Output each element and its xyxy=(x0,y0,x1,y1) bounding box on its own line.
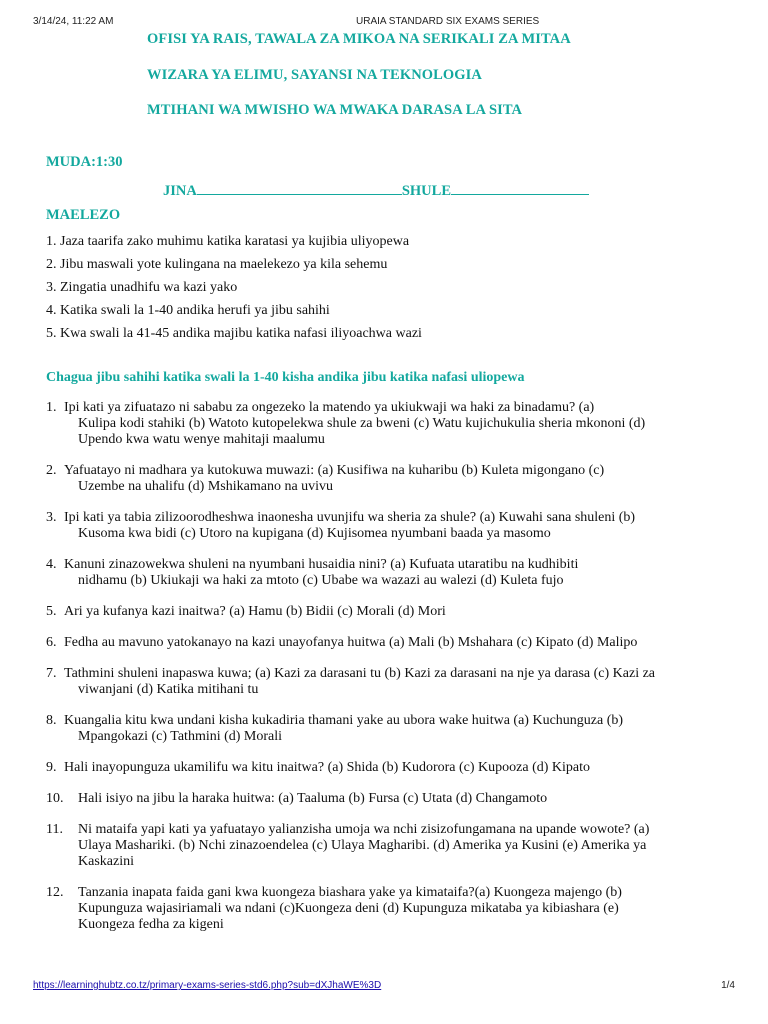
question-line: Upendo kwa watu wenye mahitaji maalumu xyxy=(78,432,325,447)
questions-list xyxy=(46,400,706,948)
question-number: 12. xyxy=(46,885,64,900)
question-number: 6. xyxy=(46,635,57,650)
instruction-item xyxy=(46,233,726,256)
question-line: Tathmini shuleni inapaswa kuwa; (a) Kazi za darasani tu (b) Kazi za darasani na nje ya darasa (c) Kazi za xyxy=(64,666,656,681)
source-url-link[interactable]: https://learninghubtz.co.tz/primary-exams-series-std6.php?sub=dXJhaWE%3D xyxy=(33,980,382,991)
section-instruction: Chagua jibu sahihi katika swali la 1-40 kisha andika jibu katika nafasi uliopewa xyxy=(46,370,525,385)
question-line: Mpangokazi (c) Tathmini (d) Morali xyxy=(78,729,283,744)
question-line: Uzembe na uhalifu (d) Mshikamano na uvivu xyxy=(78,479,334,494)
office-heading: OFISI YA RAIS, TAWALA ZA MIKOA NA SERIKALI ZA MITAA xyxy=(147,31,571,47)
exam-duration: MUDA:1:30 xyxy=(46,154,123,170)
question-line: Fedha au mavuno yatokanayo na kazi unayofanya huitwa (a) Mali (b) Mshahara (c) Kipato (d) Malipo xyxy=(64,635,638,650)
question-line: Kuongeza fedha za kigeni xyxy=(78,917,224,932)
instruction-text: Jaza taarifa zako muhimu katika karatasi ya kujibia uliyopewa xyxy=(60,234,410,249)
instruction-item xyxy=(46,302,726,325)
question-line: Kulipa kodi stahiki (b) Watoto kutopelekwa shule za bweni (c) Watu kujichukulia sheria mkononi (d) xyxy=(78,416,646,431)
question-number: 7. xyxy=(46,666,57,681)
question-item xyxy=(46,510,706,542)
question-line: Kupunguza wajasiriamali wa ndani (c)Kuongeza deni (d) Kupunguza mikataba ya kibiashara (e) xyxy=(78,901,619,916)
question-line: Kuangalia kitu kwa undani kisha kukadiria thamani yake au ubora wake huitwa (a) Kuchunguza (b) xyxy=(64,713,624,728)
page-number: 1/4 xyxy=(721,980,735,991)
question-item xyxy=(46,400,706,448)
question-number: 10. xyxy=(46,791,64,806)
question-item xyxy=(46,463,706,495)
instruction-number: 3. xyxy=(46,280,57,295)
question-item xyxy=(46,822,706,870)
name-school-fields xyxy=(163,180,589,200)
question-line: Ni mataifa yapi kati ya yafuatayo yalianzisha umoja wa nchi zisizofungamana na upande wowote? (a) xyxy=(78,822,650,837)
instruction-number: 2. xyxy=(46,257,57,272)
print-header xyxy=(33,16,735,30)
question-line: nidhamu (b) Ukiukaji wa haki za mtoto (c) Ubabe wa wazazi au walezi (d) Kuleta fujo xyxy=(78,573,564,588)
question-line: Kanuni zinazowekwa shuleni na nyumbani husaidia nini? (a) Kufuata utaratibu na kudhibiti xyxy=(64,557,579,572)
question-line: Hali isiyo na jibu la haraka huitwa: (a) Taaluma (b) Fursa (c) Utata (d) Changamoto xyxy=(78,791,548,806)
instructions-list xyxy=(46,233,726,348)
question-item xyxy=(46,713,706,745)
instruction-text: Katika swali la 1-40 andika herufi ya jibu sahihi xyxy=(60,303,330,318)
instruction-item xyxy=(46,279,726,302)
question-line: Yafuatayo ni madhara ya kutokuwa muwazi: (a) Kusifiwa na kuharibu (b) Kuleta migongano (c) xyxy=(64,463,605,478)
instruction-number: 1. xyxy=(46,234,57,249)
ministry-heading: WIZARA YA ELIMU, SAYANSI NA TEKNOLOGIA xyxy=(147,67,482,83)
question-line: viwanjani (d) Katika mitihani tu xyxy=(78,682,259,697)
print-footer xyxy=(33,980,735,994)
question-number: 11. xyxy=(46,822,63,837)
question-line: Ipi kati ya zifuatazo ni sababu za ongezeko la matendo ya ukiukwaji wa haki za binadamu? (a) xyxy=(64,400,595,415)
school-blank[interactable] xyxy=(451,180,589,195)
question-number: 8. xyxy=(46,713,57,728)
instruction-text: Zingatia unadhifu wa kazi yako xyxy=(60,280,238,295)
question-line: Kusoma kwa bidi (c) Utoro na kupigana (d) Kujisomea nyumbani baada ya masomo xyxy=(78,526,551,541)
question-item xyxy=(46,604,706,620)
name-label: JINA xyxy=(163,183,197,199)
question-number: 2. xyxy=(46,463,57,478)
print-series-title: URAIA STANDARD SIX EXAMS SERIES xyxy=(356,16,540,27)
question-item xyxy=(46,885,706,933)
school-label: SHULE xyxy=(401,183,452,199)
question-number: 4. xyxy=(46,557,57,572)
question-item xyxy=(46,666,706,698)
question-number: 9. xyxy=(46,760,57,775)
question-number: 3. xyxy=(46,510,57,525)
question-item xyxy=(46,635,706,651)
instruction-text: Kwa swali la 41-45 andika majibu katika nafasi iliyoachwa wazi xyxy=(60,326,422,341)
question-line: Hali inayopunguza ukamilifu wa kitu inaitwa? (a) Shida (b) Kudorora (c) Kupooza (d) Kipato xyxy=(64,760,590,775)
question-item xyxy=(46,791,706,807)
instruction-item xyxy=(46,256,726,279)
question-line: Ipi kati ya tabia zilizoorodheshwa inaonesha uvunjifu wa sheria za shule? (a) Kuwahi sana shuleni (b) xyxy=(64,510,636,525)
question-item xyxy=(46,760,706,776)
instruction-number: 4. xyxy=(46,303,57,318)
instruction-text: Jibu maswali yote kulingana na maelekezo ya kila sehemu xyxy=(60,257,388,272)
instruction-number: 5. xyxy=(46,326,57,341)
print-datetime: 3/14/24, 11:22 AM xyxy=(33,16,114,27)
name-blank[interactable] xyxy=(197,180,402,195)
instructions-title: MAELEZO xyxy=(46,207,121,223)
question-number: 5. xyxy=(46,604,57,619)
exam-title-heading: MTIHANI WA MWISHO WA MWAKA DARASA LA SITA xyxy=(147,102,523,118)
question-line: Tanzania inapata faida gani kwa kuongeza biashara yake ya kimataifa?(a) Kuongeza majengo (b) xyxy=(78,885,622,900)
question-line: Kaskazini xyxy=(78,854,134,869)
instruction-item xyxy=(46,325,726,348)
question-item xyxy=(46,557,706,589)
question-number: 1. xyxy=(46,400,57,415)
question-line: Ari ya kufanya kazi inaitwa? (a) Hamu (b) Bidii (c) Morali (d) Mori xyxy=(64,604,446,619)
question-line: Ulaya Mashariki. (b) Nchi zinazoendelea (c) Ulaya Magharibi. (d) Amerika ya Kusini (e) Amerika ya xyxy=(78,838,647,853)
